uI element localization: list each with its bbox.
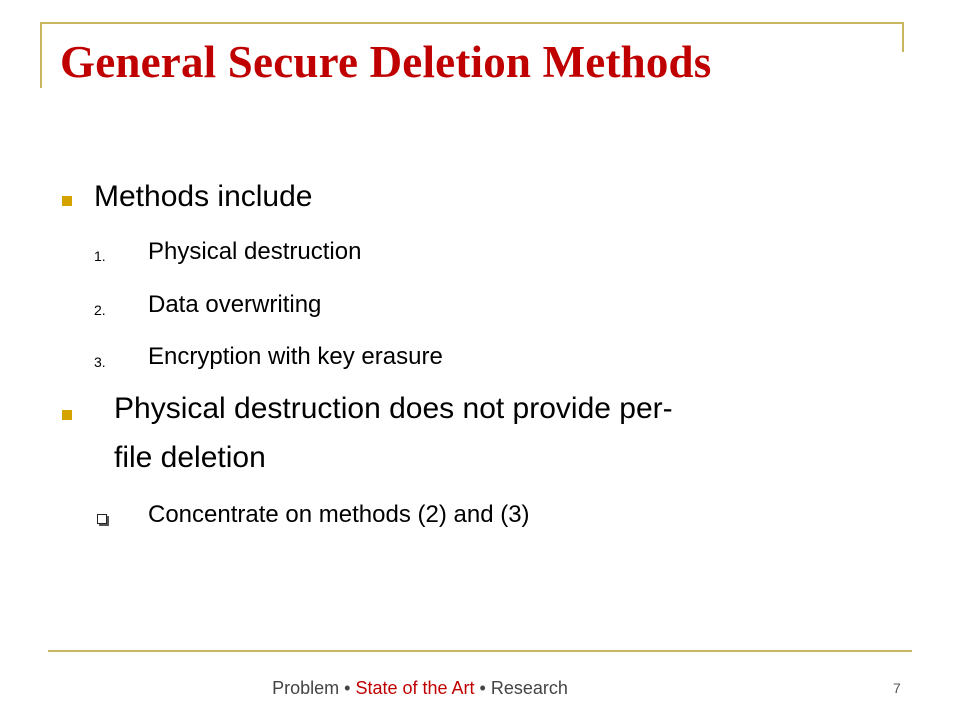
square-bullet-icon <box>62 410 72 420</box>
list-item-physical-destruction: Physical destruction <box>148 238 362 265</box>
top-rule <box>40 22 904 24</box>
footer-problem: Problem <box>272 678 340 698</box>
bullet-physical-destruction-line2: file deletion <box>114 441 266 474</box>
page-number: 7 <box>893 680 901 696</box>
right-rule <box>902 22 904 52</box>
footer-rule <box>48 650 912 652</box>
slide-title: General Secure Deletion Methods <box>60 37 712 87</box>
left-rule <box>40 22 42 88</box>
footer-state-of-the-art: State of the Art <box>355 678 475 698</box>
item-number-2: 2. <box>94 302 106 318</box>
list-item-data-overwriting: Data overwriting <box>148 291 322 318</box>
square-bullet-icon <box>62 196 72 206</box>
sub-bullet-concentrate: Concentrate on methods (2) and (3) <box>148 501 530 528</box>
bullet-methods-include: Methods include <box>94 180 313 213</box>
checkbox-bullet-icon <box>97 514 107 524</box>
item-number-3: 3. <box>94 354 106 370</box>
footer-research: Research <box>490 678 568 698</box>
footer-breadcrumb <box>0 678 840 699</box>
footer-separator: • <box>339 678 356 698</box>
footer-separator: • <box>474 678 491 698</box>
list-item-encryption-key-erasure: Encryption with key erasure <box>148 343 443 370</box>
bullet-physical-destruction-line1: Physical destruction does not provide per- <box>114 392 673 425</box>
item-number-1: 1. <box>94 248 106 264</box>
